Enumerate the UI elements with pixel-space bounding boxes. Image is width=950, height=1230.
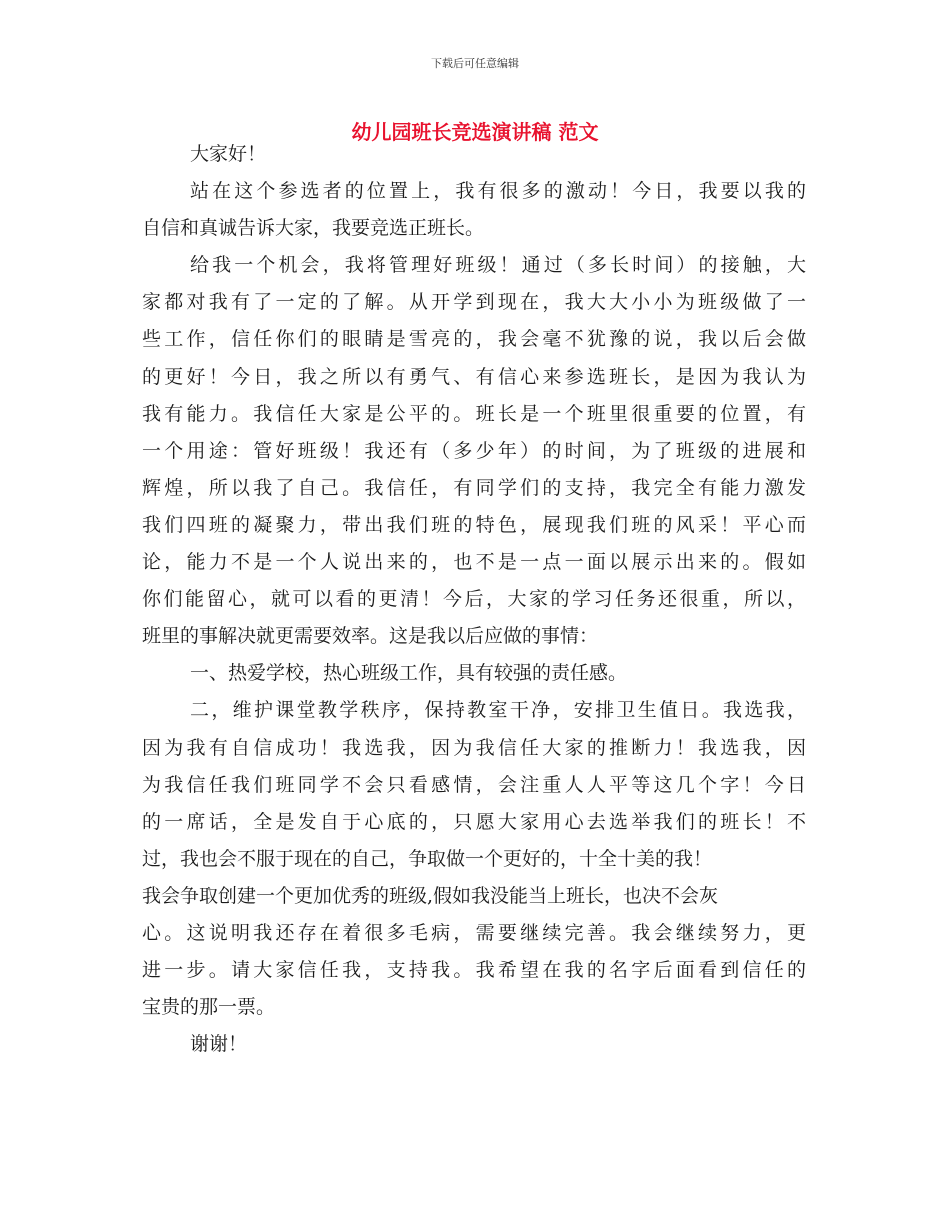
text-line: 进一步。请大家信任我，支持我。我希望在我的名字后面看到信任的 [142, 959, 806, 982]
text-line: 一、热爱学校，热心班级工作，具有较强的责任感。 [190, 662, 628, 685]
text-line: 给我一个机会，我将管理好班级！通过（多长时间）的接触，大 [190, 254, 806, 277]
document-body [142, 136, 806, 1063]
text-line: 二，维护课堂教学秩序，保持教室干净，安排卫生值日。我选我， [190, 699, 806, 722]
text-line: 家都对我有了一定的了解。从开学到现在，我大大小小为班级做了一 [142, 291, 806, 314]
text-line: 因为我有自信成功！我选我，因为我信任大家的推断力！我选我，因 [142, 736, 806, 759]
text-line: 为我信任我们班同学不会只看感情，会注重人人平等这几个字！今日 [142, 773, 806, 796]
text-line: 辉煌，所以我了自己。我信任，有同学们的支持，我完全有能力激发 [142, 476, 806, 499]
text-line: 自信和真诚告诉大家，我要竞选正班长。 [142, 217, 485, 240]
text-line: 一个用途：管好班级！我还有（多少年）的时间，为了班级的进展和 [142, 439, 806, 462]
text-line: 班里的事解决就更需要效率。这是我以后应做的事情： [142, 625, 599, 648]
text-line: 我会争取创建一个更加优秀的班级,假如我没能当上班长，也决不会灰 [142, 884, 719, 907]
page-header: 下载后可任意编辑 [431, 57, 519, 70]
text-line: 论，能力不是一个人说出来的，也不是一点一面以展示出来的。假如 [142, 551, 806, 574]
text-line: 我有能力。我信任大家是公平的。班长是一个班里很重要的位置，有 [142, 402, 806, 425]
text-line: 宝贵的那一票。 [142, 996, 276, 1019]
text-line: 心。这说明我还存在着很多毛病，需要继续完善。我会继续努力，更 [142, 921, 806, 944]
text-line: 大家好！ [190, 143, 267, 165]
text-line: 你们能留心，就可以看的更清！今后，大家的学习任务还很重，所以， [142, 588, 806, 611]
text-line: 的一席话，全是发自于心底的，只愿大家用心去选举我们的班长！不 [142, 810, 806, 833]
text-line: 的更好！今日，我之所以有勇气、有信心来参选班长，是因为我认为 [142, 365, 806, 388]
document-title: 幼儿园班长竞选演讲稿 范文 [351, 120, 599, 144]
text-line: 谢谢！ [190, 1033, 248, 1056]
text-line: 些工作，信任你们的眼睛是雪亮的，我会毫不犹豫的说，我以后会做 [142, 328, 806, 351]
text-line: 站在这个参选者的位置上，我有很多的激动！今日，我要以我的 [190, 180, 806, 203]
text-line: 我们四班的凝聚力，带出我们班的特色，展现我们班的风采！平心而 [142, 513, 806, 536]
text-line: 过，我也会不服于现在的自己，争取做一个更好的，十全十美的我！ [142, 847, 713, 870]
